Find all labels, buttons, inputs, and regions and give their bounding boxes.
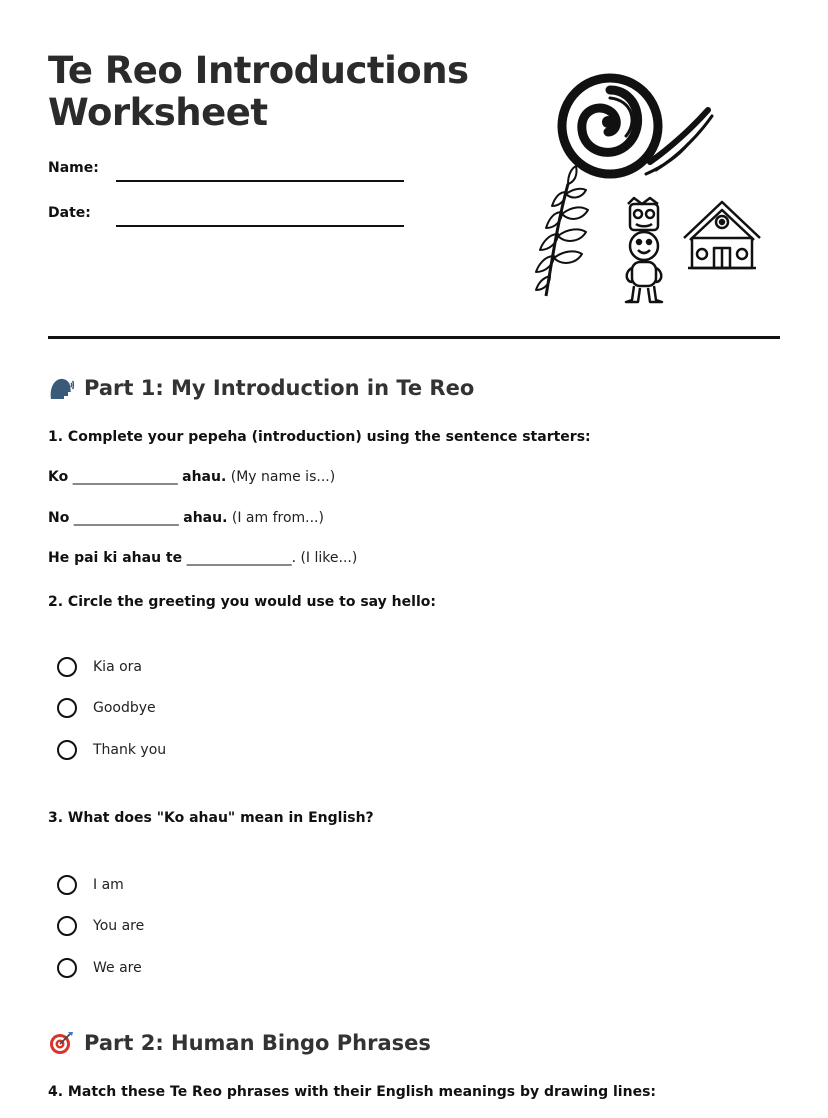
starter-blank[interactable]: _______________. — [186, 550, 297, 566]
question-2: 2. Circle the greeting you would use to say hello: — [48, 594, 436, 610]
radio-circle[interactable] — [57, 698, 77, 718]
option-label: Kia ora — [93, 659, 142, 675]
date-label: Date: — [48, 205, 91, 221]
option-label: We are — [93, 960, 142, 976]
sentence-starter-1[interactable] — [48, 469, 335, 485]
q2-option-thank-you[interactable] — [57, 738, 166, 762]
starter-hint: (I like...) — [300, 550, 358, 566]
maori-illustrations — [528, 70, 768, 310]
starter-hint: (I am from...) — [231, 510, 324, 526]
name-field-row — [48, 160, 408, 184]
page-title-line-2: Worksheet — [48, 91, 268, 134]
speaking-head-icon — [48, 375, 74, 401]
starter-tail: ahau. — [182, 469, 227, 485]
q3-option-we-are[interactable] — [57, 956, 142, 980]
radio-circle[interactable] — [57, 916, 77, 936]
wharenui-house-icon — [684, 202, 760, 268]
header-divider — [48, 336, 780, 339]
name-label: Name: — [48, 160, 99, 176]
radio-circle[interactable] — [57, 875, 77, 895]
part2-heading-text: Part 2: Human Bingo Phrases — [84, 1031, 431, 1055]
radio-circle[interactable] — [57, 958, 77, 978]
part1-heading-text: Part 1: My Introduction in Te Reo — [84, 376, 475, 400]
part1-heading — [48, 375, 474, 401]
option-label: I am — [93, 877, 124, 893]
q3-option-you-are[interactable] — [57, 914, 144, 938]
page-title — [48, 50, 469, 134]
koru-spiral-icon — [562, 78, 712, 174]
target-icon — [48, 1030, 74, 1056]
question-3: 3. What does "Ko ahau" mean in English? — [48, 810, 374, 826]
radio-circle[interactable] — [57, 657, 77, 677]
radio-circle[interactable] — [57, 740, 77, 760]
date-write-line[interactable] — [116, 225, 404, 227]
starter-lead: No — [48, 510, 70, 526]
page-title-line-1: Te Reo Introductions — [48, 49, 469, 92]
q3-option-i-am[interactable] — [57, 873, 124, 897]
name-write-line[interactable] — [116, 180, 404, 182]
starter-hint: (My name is...) — [230, 469, 336, 485]
option-label: Goodbye — [93, 700, 156, 716]
starter-tail: ahau. — [183, 510, 228, 526]
fern-icon — [536, 166, 588, 296]
question-4: 4. Match these Te Reo phrases with their English meanings by drawing lines: — [48, 1084, 656, 1100]
q2-option-kia-ora[interactable] — [57, 655, 142, 679]
part2-heading — [48, 1030, 431, 1056]
option-label: Thank you — [93, 742, 167, 758]
starter-blank[interactable]: _______________ — [73, 510, 179, 526]
option-label: You are — [93, 918, 145, 934]
tiki-carving-icon — [626, 198, 662, 302]
question-1: 1. Complete your pepeha (introduction) using the sentence starters: — [48, 429, 591, 445]
q2-option-goodbye[interactable] — [57, 696, 156, 720]
starter-lead: He pai ki ahau te — [48, 550, 183, 566]
sentence-starter-3[interactable] — [48, 550, 357, 566]
starter-lead: Ko — [48, 469, 69, 485]
starter-blank[interactable]: _______________ — [72, 469, 178, 485]
date-field-row — [48, 205, 408, 229]
sentence-starter-2[interactable] — [48, 510, 324, 526]
